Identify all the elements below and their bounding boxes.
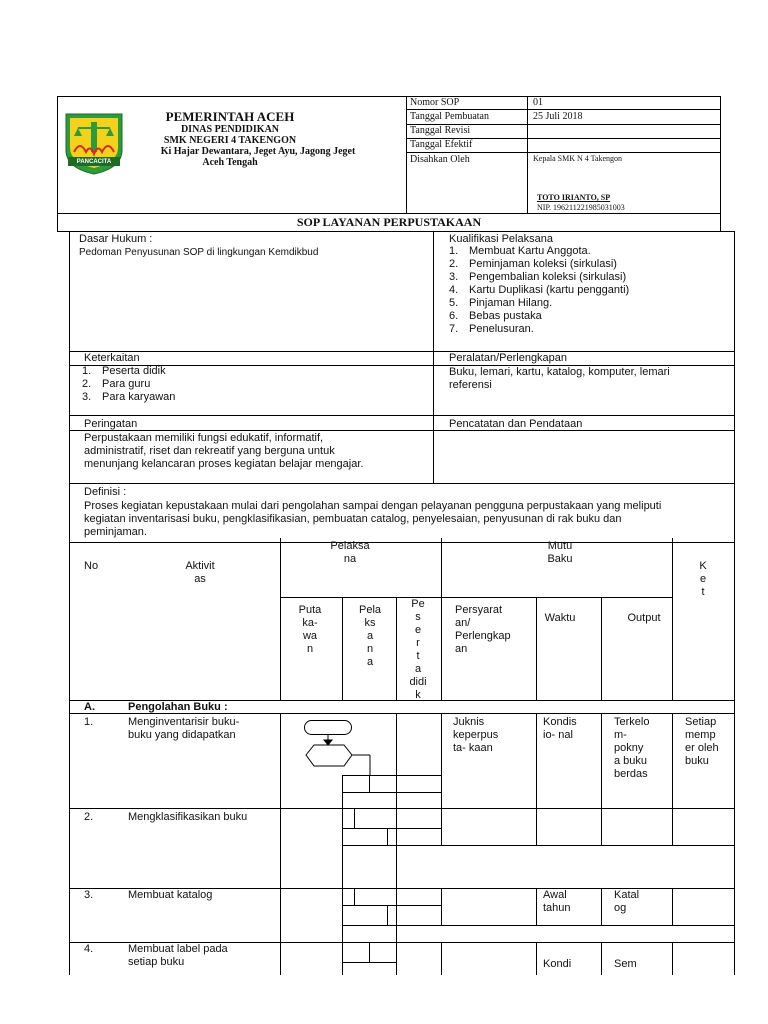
- row-waktu: Kondi: [543, 958, 572, 970]
- col-header-no: No: [84, 560, 99, 572]
- flowchart-symbols: [305, 721, 371, 776]
- col-header-output: Output: [627, 612, 661, 624]
- list-item: 6. Bebas pustaka: [449, 310, 542, 322]
- flow-start-terminator: [305, 721, 352, 735]
- list-item: 3. Pengembalian koleksi (sirkulasi): [449, 271, 627, 283]
- col-header-peserta-didik: Pe s e r t a didi k: [409, 598, 427, 701]
- list-item: 1. Membuat Kartu Anggota.: [449, 245, 591, 257]
- meta-label: Tanggal Efektif: [410, 139, 473, 150]
- list-item: 3. Para karyawan: [82, 391, 176, 403]
- list-item: 1. Peserta didik: [82, 365, 166, 377]
- meta-label: Nomor SOP: [410, 97, 460, 108]
- logo-text: PANCACITA: [76, 159, 112, 165]
- peringatan-label: Peringatan: [84, 418, 138, 430]
- flow-preparation-shape: [306, 745, 352, 766]
- col-header-mutu-baku: Mutu Baku: [547, 540, 573, 565]
- peringatan-text: Perpustakaan memiliki fungsi edukatif, informatif, administratif, riset dan rekreatif yang berguna untuk menunjang kelancaran proses kegiatan belajar mengajar.: [84, 432, 364, 470]
- definisi-text: Proses kegiatan kepustakaan mulai dari pengolahan sampai dengan pelayanan pengguna perpustakaan yang meliputi kegiatan inventarisasi buku, pengklasifikasian, pembuatan catalog, penyelesaian, penyusunan di rak buku dan peminjaman.: [84, 500, 662, 538]
- org-line2: DINAS PENDIDIKAN: [180, 124, 280, 135]
- meta-label: Tanggal Pembuatan: [410, 111, 489, 122]
- approver-nip: NIP. 196211221985031003: [537, 203, 625, 212]
- row-output: Terkelo m- pokny a buku berdas: [614, 716, 650, 780]
- row-activity: Membuat katalog: [128, 889, 213, 901]
- row-activity: Mengklasifikasikan buku: [128, 811, 248, 823]
- list-item: 4. Kartu Duplikasi (kartu pengganti): [449, 284, 630, 296]
- list-item: 2. Para guru: [82, 378, 151, 390]
- definisi-label: Definisi :: [84, 486, 127, 498]
- school-logo: [60, 110, 128, 176]
- org-line3: SMK NEGERI 4 TAKENGON: [163, 135, 297, 146]
- meta-value: 01: [533, 97, 543, 108]
- row-no: 4.: [84, 943, 94, 955]
- dasar-hukum-label: Dasar Hukum :: [79, 233, 153, 245]
- col-header-pelaksana-sub: Pela ks a n a: [358, 604, 382, 668]
- peralatan-label: Peralatan/Perlengkapan: [449, 352, 568, 364]
- row-output: Sem: [614, 958, 637, 970]
- kualifikasi-label: Kualifikasi Pelaksana: [449, 233, 553, 245]
- keterkaitan-label: Keterkaitan: [84, 352, 140, 364]
- col-header-persyaratan: Persyarat an/ Perlengkap an: [455, 604, 511, 655]
- col-header-pelaksana: Pelaksa na: [330, 540, 370, 565]
- flow-arrow-down: [324, 740, 332, 745]
- dasar-hukum-text: Pedoman Penyusunan SOP di lingkungan Kemdikbud: [79, 247, 319, 258]
- row-no: 1.: [84, 716, 94, 728]
- list-item: 2. Peminjaman koleksi (sirkulasi): [449, 258, 617, 270]
- list-item: 7. Penelusuran.: [449, 323, 534, 335]
- peralatan-text: Buku, lemari, kartu, katalog, komputer, lemari referensi: [449, 366, 670, 391]
- address-line2: Aceh Tengah: [202, 157, 258, 168]
- section-title: Pengolahan Buku :: [128, 701, 228, 713]
- document-title: SOP LAYANAN PERPUSTAKAAN: [296, 215, 482, 229]
- col-header-ket: K e t: [699, 560, 707, 598]
- row-ket: Setiap memp er oleh buku: [685, 716, 719, 767]
- col-header-aktivitas: Aktivit as: [185, 560, 215, 585]
- row-no: 2.: [84, 811, 94, 823]
- row-output: Katal og: [614, 889, 640, 914]
- row-activity: Menginventarisir buku- buku yang didapatkan: [128, 716, 240, 741]
- row-waktu: Kondis io- nal: [543, 716, 577, 741]
- approver-name: TOTO IRIANTO, SP: [537, 193, 611, 202]
- address-line1: Ki Hajar Dewantara, Jeget Ayu, Jagong Jeget: [160, 146, 356, 157]
- org-line1: PEMERINTAH ACEH: [165, 109, 295, 124]
- meta-value: 25 Juli 2018: [533, 111, 583, 122]
- meta-label: Tanggal Revisi: [410, 125, 471, 136]
- col-header-waktu: Waktu: [544, 612, 576, 624]
- kualifikasi-list: [437, 245, 629, 336]
- keterkaitan-list: [70, 365, 175, 404]
- col-header-pustakawan: Puta ka- wa n: [298, 604, 322, 655]
- approver-title: Kepala SMK N 4 Takengon: [533, 154, 623, 163]
- pencatatan-label: Pencatatan dan Pendataan: [449, 418, 583, 430]
- logo-emblem-icon: [60, 110, 128, 176]
- row-persyaratan: Juknis keperpus ta- kaan: [453, 716, 499, 754]
- section-letter: A.: [84, 701, 95, 713]
- approved-label: Disahkan Oleh: [410, 154, 470, 165]
- list-item: 5. Pinjaman Hilang.: [449, 297, 553, 309]
- row-activity: Membuat label pada setiap buku: [128, 943, 228, 968]
- row-waktu: Awal tahun: [543, 889, 571, 914]
- row-no: 3.: [84, 889, 94, 901]
